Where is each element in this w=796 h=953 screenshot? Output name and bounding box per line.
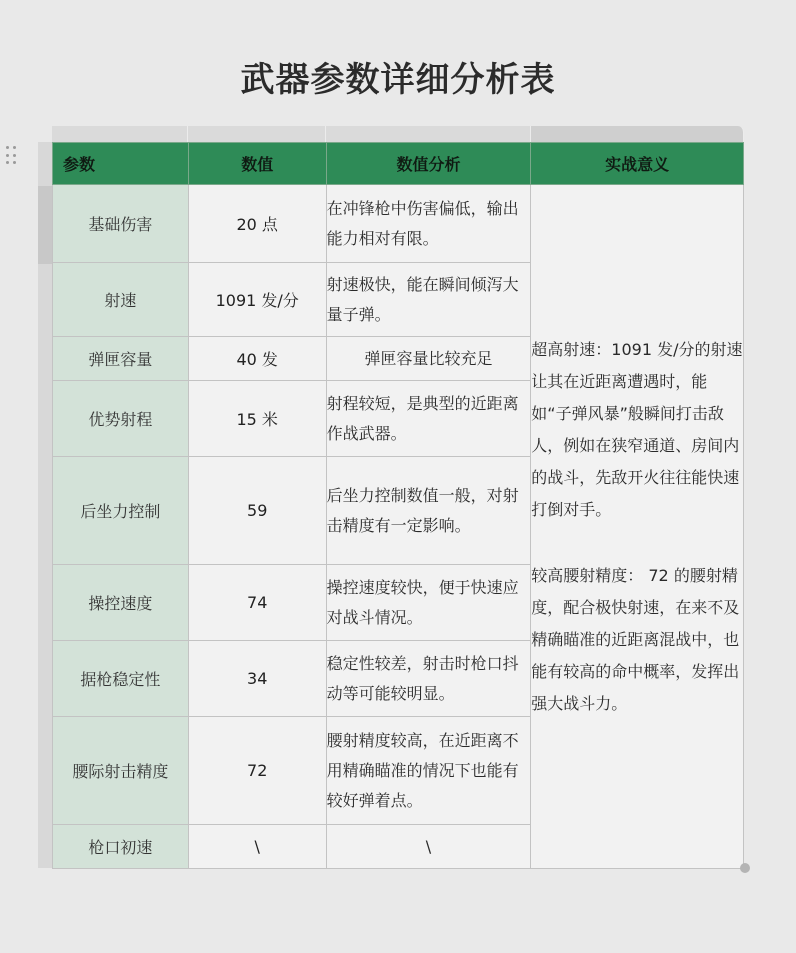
table-row — [53, 185, 744, 263]
param-cell[interactable]: 射速 — [53, 263, 189, 337]
analysis-cell[interactable]: 操控速度较快，便于快速应对战斗情况。 — [326, 565, 531, 641]
param-cell[interactable]: 基础伤害 — [53, 185, 189, 263]
drag-handle-icon[interactable] — [6, 146, 20, 166]
significance-paragraph-2: 较高腰射精度： 72 的腰射精度，配合极快射速，在来不及精确瞄准的近距离混战中，也能有较高的命中概率，发挥出强大战斗力。 — [531, 565, 740, 713]
param-cell[interactable]: 据枪稳定性 — [53, 641, 189, 717]
column-header-c[interactable] — [326, 126, 531, 142]
param-cell[interactable]: 腰际射击精度 — [53, 717, 189, 825]
value-cell[interactable]: 72 — [188, 717, 326, 825]
param-cell[interactable]: 后坐力控制 — [53, 457, 189, 565]
value-cell[interactable]: 74 — [188, 565, 326, 641]
param-cell[interactable]: 优势射程 — [53, 381, 189, 457]
value-cell[interactable]: 34 — [188, 641, 326, 717]
header-cell-significance[interactable]: 实战意义 — [531, 143, 744, 185]
column-header-b[interactable] — [188, 126, 326, 142]
significance-cell[interactable] — [531, 185, 744, 869]
param-cell[interactable]: 枪口初速 — [53, 825, 189, 869]
analysis-cell[interactable]: 射速极快，能在瞬间倾泻大量子弹。 — [326, 263, 531, 337]
spreadsheet-table-wrapper — [38, 126, 744, 868]
column-header-d[interactable] — [531, 126, 744, 142]
column-header-a[interactable] — [52, 126, 188, 142]
param-cell[interactable]: 弹匣容量 — [53, 337, 189, 381]
column-header-strip[interactable] — [52, 126, 744, 142]
value-cell[interactable]: 15 米 — [188, 381, 326, 457]
resize-handle-icon[interactable] — [740, 863, 750, 873]
analysis-cell[interactable]: 射程较短，是典型的近距离作战武器。 — [326, 381, 531, 457]
analysis-cell[interactable]: 弹匣容量比较充足 — [326, 337, 531, 381]
param-cell[interactable]: 操控速度 — [53, 565, 189, 641]
value-cell[interactable]: 59 — [188, 457, 326, 565]
header-cell-value[interactable]: 数值 — [188, 143, 326, 185]
value-cell[interactable]: 1091 发/分 — [188, 263, 326, 337]
significance-paragraph-1: 超高射速：1091 发/分的射速让其在近距离遭遇时，能如“子弹风暴”般瞬间打击敌人，例如在狭窄通道、房间内的战斗，先敌开火往往能快速打倒对手。 — [531, 339, 743, 519]
analysis-cell[interactable]: 后坐力控制数值一般，对射击精度有一定影响。 — [326, 457, 531, 565]
value-cell[interactable]: 40 发 — [188, 337, 326, 381]
value-cell[interactable]: \ — [188, 825, 326, 869]
header-cell-param[interactable]: 参数 — [53, 143, 189, 185]
table-header-row — [53, 143, 744, 185]
analysis-cell[interactable]: \ — [326, 825, 531, 869]
analysis-cell[interactable]: 在冲锋枪中伤害偏低，输出能力相对有限。 — [326, 185, 531, 263]
analysis-cell[interactable]: 腰射精度较高，在近距离不用精确瞄准的情况下也能有较好弹着点。 — [326, 717, 531, 825]
page-title: 武器参数详细分析表 — [240, 60, 556, 100]
row-header-selected[interactable] — [38, 186, 52, 264]
header-cell-analysis[interactable]: 数值分析 — [326, 143, 531, 185]
row-header-strip[interactable] — [38, 142, 52, 868]
analysis-cell[interactable]: 稳定性较差，射击时枪口抖动等可能较明显。 — [326, 641, 531, 717]
value-cell[interactable]: 20 点 — [188, 185, 326, 263]
weapon-params-table — [52, 142, 744, 869]
